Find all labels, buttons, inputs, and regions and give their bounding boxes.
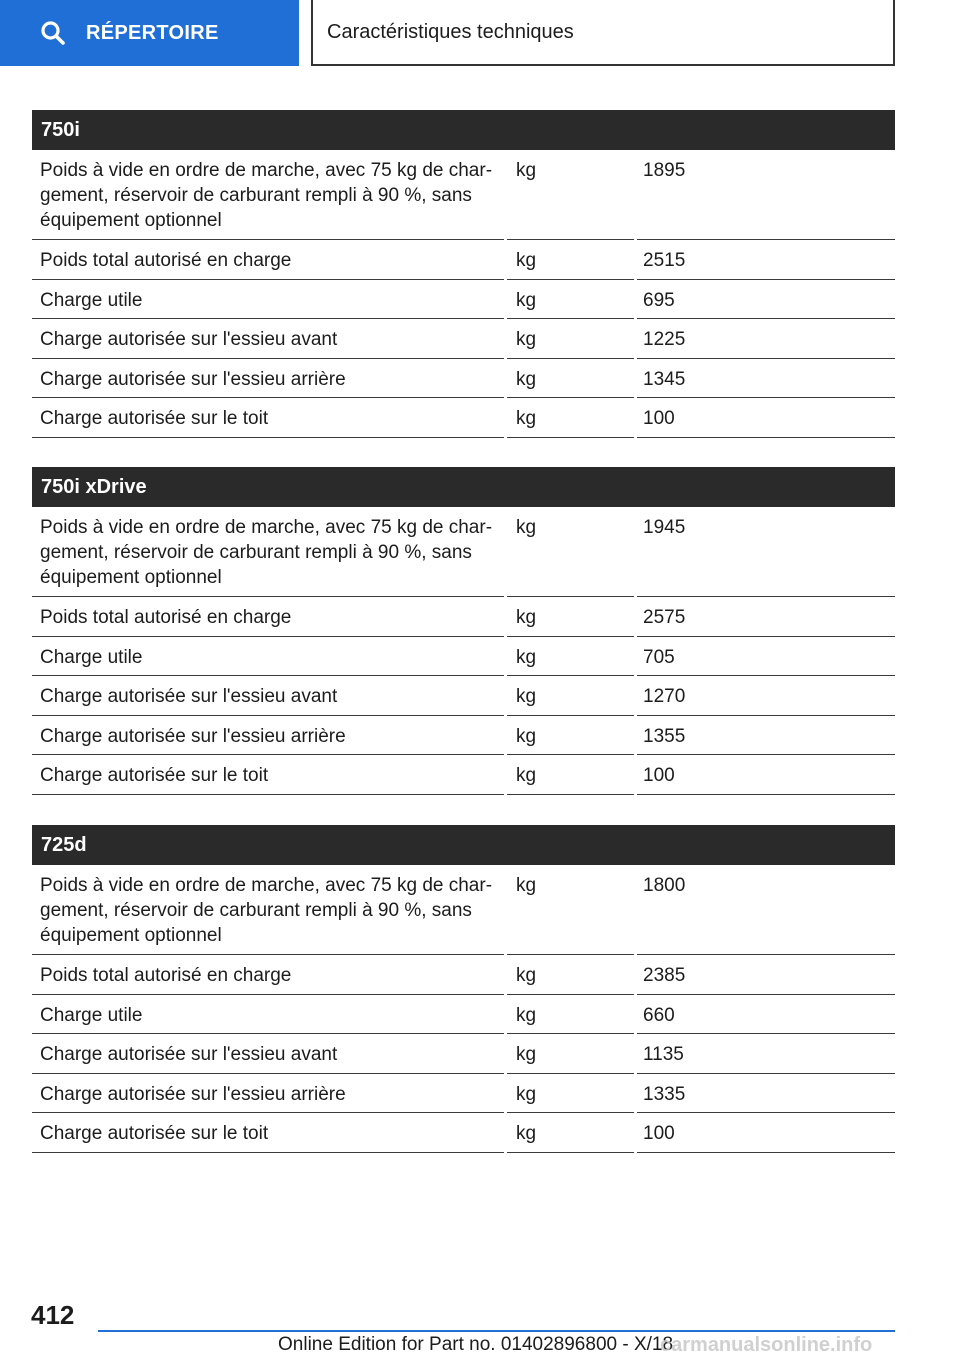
section-header (311, 0, 895, 66)
row-value: 2385 (643, 965, 686, 986)
row-value: 695 (643, 289, 675, 311)
row-label: Charge utile (40, 646, 143, 668)
page-number: 412 (31, 1300, 75, 1330)
row-unit: kg (505, 319, 635, 358)
row-label: Charge autorisée sur le toit (40, 408, 269, 430)
spec-table-750i (32, 110, 895, 438)
table-row (32, 319, 895, 359)
table-row (32, 676, 895, 716)
row-unit: kg (505, 507, 635, 596)
row-value: 1800 (643, 875, 686, 896)
row-unit: kg (505, 1074, 635, 1113)
row-value: 660 (643, 1004, 675, 1026)
row-value: 1945 (643, 517, 686, 538)
watermark: carmanualsonline.info (660, 1334, 873, 1356)
table-row (32, 1113, 895, 1153)
table-row (32, 865, 895, 955)
table-row (32, 597, 895, 637)
row-unit: kg (505, 1034, 635, 1073)
spec-table-725d (32, 825, 895, 1153)
row-label: Charge autorisée sur l'essieu avant (40, 686, 338, 708)
table-row (32, 1074, 895, 1114)
row-value: 1270 (643, 686, 686, 708)
table-row (32, 280, 895, 320)
row-unit: kg (505, 280, 635, 319)
table-row (32, 359, 895, 399)
row-value: 1345 (643, 368, 686, 390)
row-unit: kg (505, 359, 635, 398)
index-button-label: RÉPERTOIRE (86, 21, 219, 44)
row-label: Charge autorisée sur l'essieu arrière (40, 1083, 346, 1105)
table-row (32, 955, 895, 995)
row-value: 1225 (643, 329, 686, 351)
row-unit: kg (505, 995, 635, 1034)
row-label: Poids total autorisé en charge (40, 965, 292, 986)
row-value: 1895 (643, 160, 686, 181)
index-button[interactable] (0, 0, 299, 66)
row-unit: kg (505, 955, 635, 994)
row-value: 100 (643, 765, 675, 787)
section-title: Caractéristiques techniques (327, 20, 574, 43)
table-row (32, 398, 895, 438)
row-label: Charge autorisée sur le toit (40, 1123, 269, 1145)
table-title: 750i xDrive (32, 467, 895, 507)
row-unit: kg (505, 716, 635, 755)
row-value: 1135 (643, 1044, 684, 1066)
table-row (32, 1034, 895, 1074)
table-row (32, 755, 895, 795)
row-unit: kg (505, 755, 635, 794)
table-row (32, 716, 895, 756)
row-unit: kg (505, 1113, 635, 1152)
row-label: Charge autorisée sur le toit (40, 765, 269, 787)
spec-table-750i-xdrive (32, 467, 895, 795)
row-label: Poids à vide en ordre de marche, avec 75 kg de char- gement, réservoir de carburant rempli à 90 %, sans équipement optionnel (40, 875, 493, 946)
row-unit: kg (505, 637, 635, 676)
row-unit: kg (505, 150, 635, 239)
row-unit: kg (505, 398, 635, 437)
row-label: Charge autorisée sur l'essieu avant (40, 329, 338, 351)
row-value: 705 (643, 646, 675, 668)
table-title: 725d (32, 825, 895, 865)
row-label: Poids à vide en ordre de marche, avec 75 kg de char- gement, réservoir de carburant rempli à 90 %, sans équipement optionnel (40, 160, 493, 231)
table-row (32, 150, 895, 240)
row-label: Charge utile (40, 289, 143, 311)
row-value: 2515 (643, 250, 686, 271)
row-label: Charge autorisée sur l'essieu avant (40, 1044, 338, 1066)
row-label: Poids total autorisé en charge (40, 607, 292, 628)
row-label: Charge autorisée sur l'essieu arrière (40, 368, 346, 390)
table-title: 750i (32, 110, 895, 150)
table-row (32, 240, 895, 280)
row-label: Charge utile (40, 1004, 143, 1026)
row-label: Poids total autorisé en charge (40, 250, 292, 271)
row-value: 1335 (643, 1083, 686, 1105)
row-value: 100 (643, 408, 675, 430)
row-value: 1355 (643, 725, 686, 747)
search-icon (40, 20, 66, 46)
table-row (32, 995, 895, 1035)
table-row (32, 637, 895, 677)
table-row (32, 507, 895, 597)
row-label: Charge autorisée sur l'essieu arrière (40, 725, 346, 747)
row-value: 2575 (643, 607, 686, 628)
row-label: Poids à vide en ordre de marche, avec 75 kg de char- gement, réservoir de carburant rempli à 90 %, sans équipement optionnel (40, 517, 493, 588)
edition-text: Online Edition for Part no. 01402896800 - X/18 (278, 1334, 674, 1355)
row-unit: kg (505, 240, 635, 279)
row-unit: kg (505, 597, 635, 636)
row-unit: kg (505, 865, 635, 954)
footer-divider (98, 1330, 895, 1332)
row-value: 100 (643, 1123, 675, 1145)
row-unit: kg (505, 676, 635, 715)
